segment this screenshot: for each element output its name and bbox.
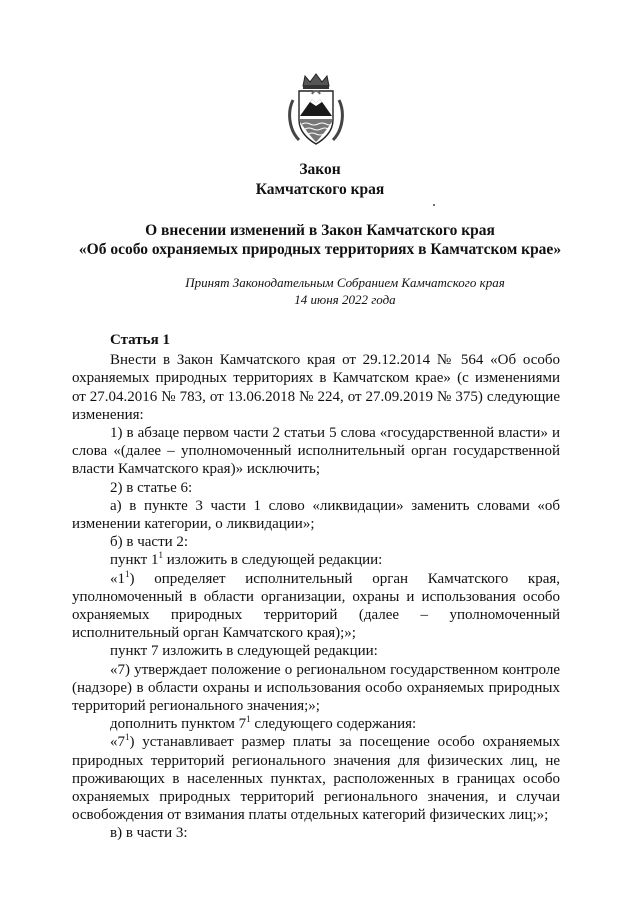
region-heading: Камчатского края xyxy=(255,181,385,198)
superscript: 1 xyxy=(246,714,251,725)
paragraph: 2) в статье 6: xyxy=(110,479,193,496)
paragraph xyxy=(72,733,560,824)
paragraph: в) в части 3: xyxy=(110,825,188,842)
text-run: изложить в следующей редакции: xyxy=(162,552,383,569)
paragraph xyxy=(72,570,560,643)
paragraph xyxy=(72,715,560,733)
superscript: 1 xyxy=(125,568,130,579)
law-title-line1: О внесении изменений в Закон Камчатского края xyxy=(145,222,495,239)
text-run: ) определяет исполнительный орган Камчатского края, уполномоченный в области организации, охраны и использования особо охраняемых природных территорий (далее – уполномоченный исполнительный орган Камчатского края);»; xyxy=(72,570,560,642)
text-run: ) устанавливает размер платы за посещение особо охраняемых природных территорий регионального значения для физических лиц, не проживающих в населенных пунктах, расположенных в границах особо охраняемых природных территорий регионального значения, и случаи освобождения от взимания платы отдельных категорий физических лиц;»; xyxy=(72,734,560,824)
text-run: «1 xyxy=(110,570,125,587)
text-run: «7 xyxy=(110,734,125,751)
paragraph xyxy=(72,551,560,569)
paragraph: пункт 7 изложить в следующей редакции: xyxy=(110,643,378,660)
document-type-heading: Закон xyxy=(299,161,341,178)
paragraph: «7) утверждает положение о региональном государственном контроле (надзоре) в области охраны и использования особо охраняемых природных территорий регионального значения;»; xyxy=(72,661,560,715)
article-heading: Статья 1 xyxy=(110,332,170,348)
paragraph: а) в пункте 3 части 1 слово «ликвидации» заменить словами «об изменении категории, о ликвидации»; xyxy=(72,497,560,533)
scan-speck xyxy=(433,204,435,206)
law-title-line2: «Об особо охраняемых природных территориях в Камчатском крае» xyxy=(78,241,562,258)
text-run: дополнить пунктом 7 xyxy=(110,716,247,733)
text-run: пункт 1 xyxy=(110,552,159,569)
adoption-date: 14 июня 2022 года xyxy=(294,292,396,307)
kamchatka-coat-of-arms-emblem xyxy=(285,72,347,148)
superscript: 1 xyxy=(125,732,130,743)
paragraph: Внести в Закон Камчатского края от 29.12.2014 № 564 «Об особо охраняемых природных территориях в Камчатском крае» (с изменениями от 27.04.2016 № 783, от 13.06.2018 № 224, от 27.09.2019 № 375) следующие изменения: xyxy=(72,352,560,423)
article-body xyxy=(72,331,560,843)
paragraph: б) в части 2: xyxy=(110,534,189,551)
superscript: 1 xyxy=(158,550,163,561)
paragraph: 1) в абзаце первом части 2 статьи 5 слова «государственной власти» и слова «(далее – уполномоченный исполнительный орган государственной власти Камчатского края)» исключить; xyxy=(72,425,560,478)
text-run: следующего содержания: xyxy=(250,716,417,733)
adoption-note: Принят Законодательным Собранием Камчатского края xyxy=(185,275,505,290)
